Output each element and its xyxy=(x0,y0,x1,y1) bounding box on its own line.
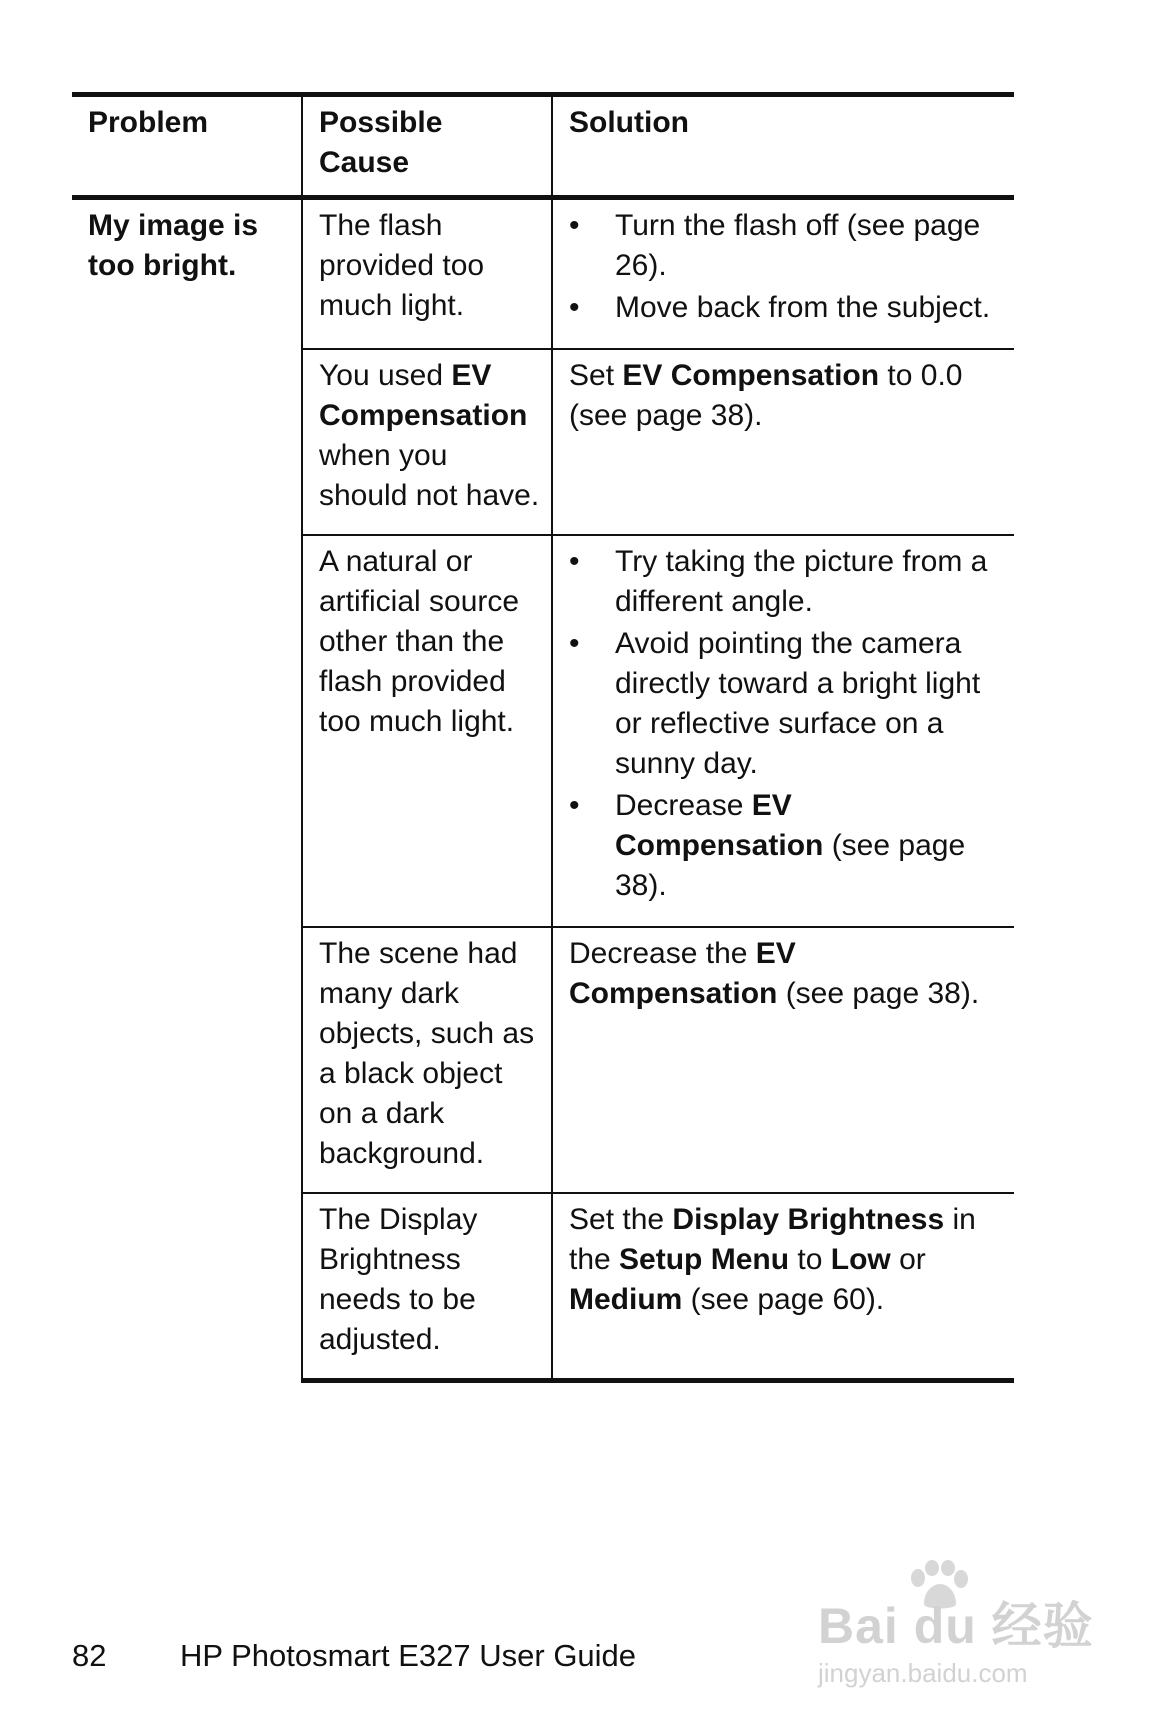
list-item: • Decrease EV Compensation (see page 38). xyxy=(569,786,1004,906)
watermark-url: jingyan.baidu.com xyxy=(818,1658,1028,1688)
solution-cell xyxy=(552,535,1014,927)
page-number: 82 xyxy=(72,1638,107,1673)
list-item: • Turn the flash off (see page 26). xyxy=(569,206,1004,286)
solution-cell: Set EV Compensation to 0.0 (see page 38). xyxy=(552,349,1014,535)
problem-cell: My image is too bright. xyxy=(88,209,259,282)
watermark-logo-text: Bai du 经验 xyxy=(818,1598,1094,1654)
solution-cell xyxy=(552,198,1014,350)
baidu-watermark xyxy=(818,1560,1098,1700)
page-footer xyxy=(72,1636,636,1676)
bullet-icon: • xyxy=(569,545,580,578)
header-possible-cause: Possible Cause xyxy=(302,95,552,198)
bullet-icon: • xyxy=(569,789,580,822)
list-item: • Move back from the subject. xyxy=(569,288,1004,328)
solution-cell: Decrease the EV Compensation (see page 38). xyxy=(552,927,1014,1193)
header-solution: Solution xyxy=(552,95,1014,198)
bullet-icon: • xyxy=(569,291,580,324)
list-item: • Avoid pointing the camera directly toward a bright light or reflective surface on a sunny day. xyxy=(569,624,1004,784)
list-item: • Try taking the picture from a different angle. xyxy=(569,542,1004,622)
solution-cell: Set the Display Brightness in the Setup Menu to Low or Medium (see page 60). xyxy=(552,1193,1014,1381)
bullet-icon: • xyxy=(569,627,580,660)
troubleshooting-table xyxy=(72,92,1014,1383)
header-problem: Problem xyxy=(72,95,302,198)
cause-cell: The scene had many dark objects, such as a black object on a dark background. xyxy=(302,927,552,1193)
bullet-icon: • xyxy=(569,209,580,242)
cause-cell: The Display Brightness needs to be adjusted. xyxy=(302,1193,552,1381)
solution-bullet-list xyxy=(569,206,1004,328)
table-header-row xyxy=(72,95,1014,198)
cause-cell: You used EV Compensation when you should not have. xyxy=(302,349,552,535)
guide-title: HP Photosmart E327 User Guide xyxy=(180,1638,637,1673)
table-row xyxy=(72,198,1014,350)
cause-cell: A natural or artificial source other than the flash provided too much light. xyxy=(302,535,552,927)
cause-cell: The flash provided too much light. xyxy=(302,198,552,350)
solution-bullet-list xyxy=(569,542,1004,906)
